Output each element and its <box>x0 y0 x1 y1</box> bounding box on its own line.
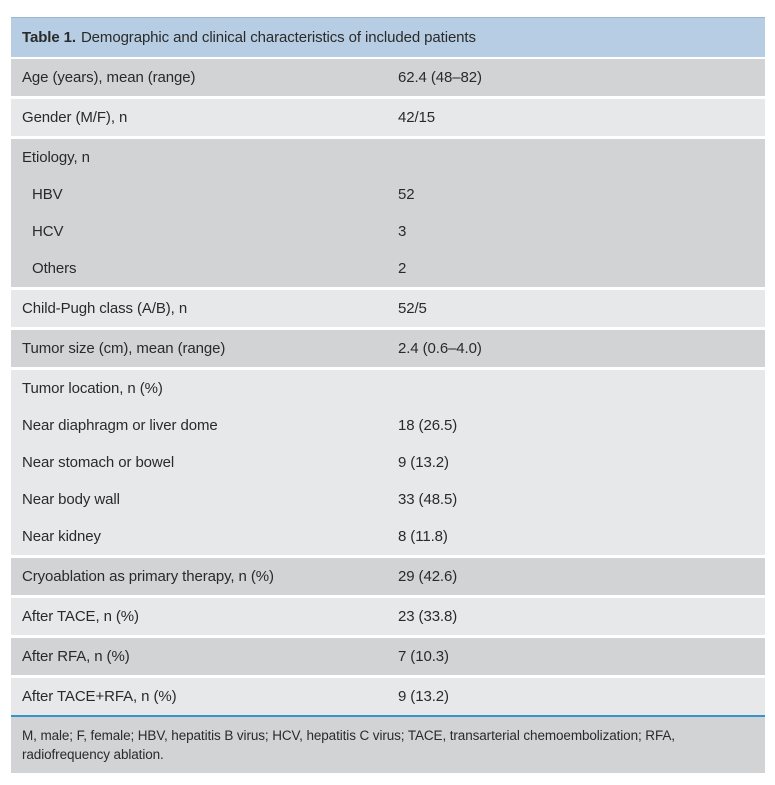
row-value: 2.4 (0.6–4.0) <box>398 340 482 357</box>
table-body <box>11 59 765 715</box>
row-label: Near diaphragm or liver dome <box>22 417 218 434</box>
table-row <box>11 444 765 481</box>
table-row <box>11 598 765 635</box>
table-block <box>11 638 765 675</box>
row-value: 8 (11.8) <box>398 528 448 545</box>
table-row <box>11 290 765 327</box>
table-row <box>11 481 765 518</box>
row-label: Age (years), mean (range) <box>22 69 196 86</box>
row-value: 2 <box>398 260 407 277</box>
table-row <box>11 678 765 715</box>
table-row <box>11 99 765 136</box>
table-block <box>11 370 765 555</box>
table-row <box>11 638 765 675</box>
table-title: Demographic and clinical characteristics of included patients <box>80 29 476 46</box>
row-label: After RFA, n (%) <box>22 648 130 665</box>
table-block <box>11 59 765 96</box>
table-row <box>11 407 765 444</box>
row-label: Tumor size (cm), mean (range) <box>22 340 226 357</box>
table-header <box>11 17 765 57</box>
row-label: Near stomach or bowel <box>22 454 175 471</box>
table-row <box>11 176 765 213</box>
row-value: 9 (13.2) <box>398 454 449 471</box>
row-label: Cryoablation as primary therapy, n (%) <box>22 568 274 585</box>
table-block <box>11 139 765 287</box>
table-row <box>11 250 765 287</box>
row-value: 33 (48.5) <box>398 491 458 508</box>
table-row <box>11 59 765 96</box>
table-block <box>11 558 765 595</box>
table-row <box>11 330 765 367</box>
table-title-prefix: Table 1. <box>22 29 76 46</box>
row-value: 62.4 (48–82) <box>398 69 482 86</box>
row-label: Others <box>32 260 77 277</box>
row-label: Near body wall <box>22 491 120 508</box>
row-label: HBV <box>32 186 63 203</box>
footnote-line: radiofrequency ablation. <box>22 747 164 762</box>
footnote-line: M, male; F, female; HBV, hepatitis B virus; HCV, hepatitis C virus; TACE, transarterial chemoembolization; RFA, <box>22 728 675 743</box>
table-row <box>11 558 765 595</box>
row-value: 52 <box>398 186 415 203</box>
table-block <box>11 678 765 715</box>
table-footnote <box>11 717 765 773</box>
row-value: 18 (26.5) <box>398 417 458 434</box>
row-label: Tumor location, n (%) <box>22 380 163 397</box>
row-label: Etiology, n <box>22 149 90 166</box>
row-value: 23 (33.8) <box>398 608 458 625</box>
row-label: HCV <box>32 223 64 240</box>
table-row <box>11 139 765 176</box>
table-block <box>11 598 765 635</box>
row-label: After TACE+RFA, n (%) <box>22 688 177 705</box>
table-row <box>11 518 765 555</box>
table-row <box>11 213 765 250</box>
row-label: Child-Pugh class (A/B), n <box>22 300 188 317</box>
table-row <box>11 370 765 407</box>
row-value: 52/5 <box>398 300 427 317</box>
table1 <box>11 17 765 773</box>
row-label: After TACE, n (%) <box>22 608 139 625</box>
row-value: 7 (10.3) <box>398 648 449 665</box>
row-label: Near kidney <box>22 528 101 545</box>
row-value: 3 <box>398 223 407 240</box>
row-value: 42/15 <box>398 109 436 126</box>
row-value: 29 (42.6) <box>398 568 458 585</box>
row-label: Gender (M/F), n <box>22 109 128 126</box>
row-value: 9 (13.2) <box>398 688 449 705</box>
table-block <box>11 99 765 136</box>
table-block <box>11 290 765 327</box>
table-block <box>11 330 765 367</box>
